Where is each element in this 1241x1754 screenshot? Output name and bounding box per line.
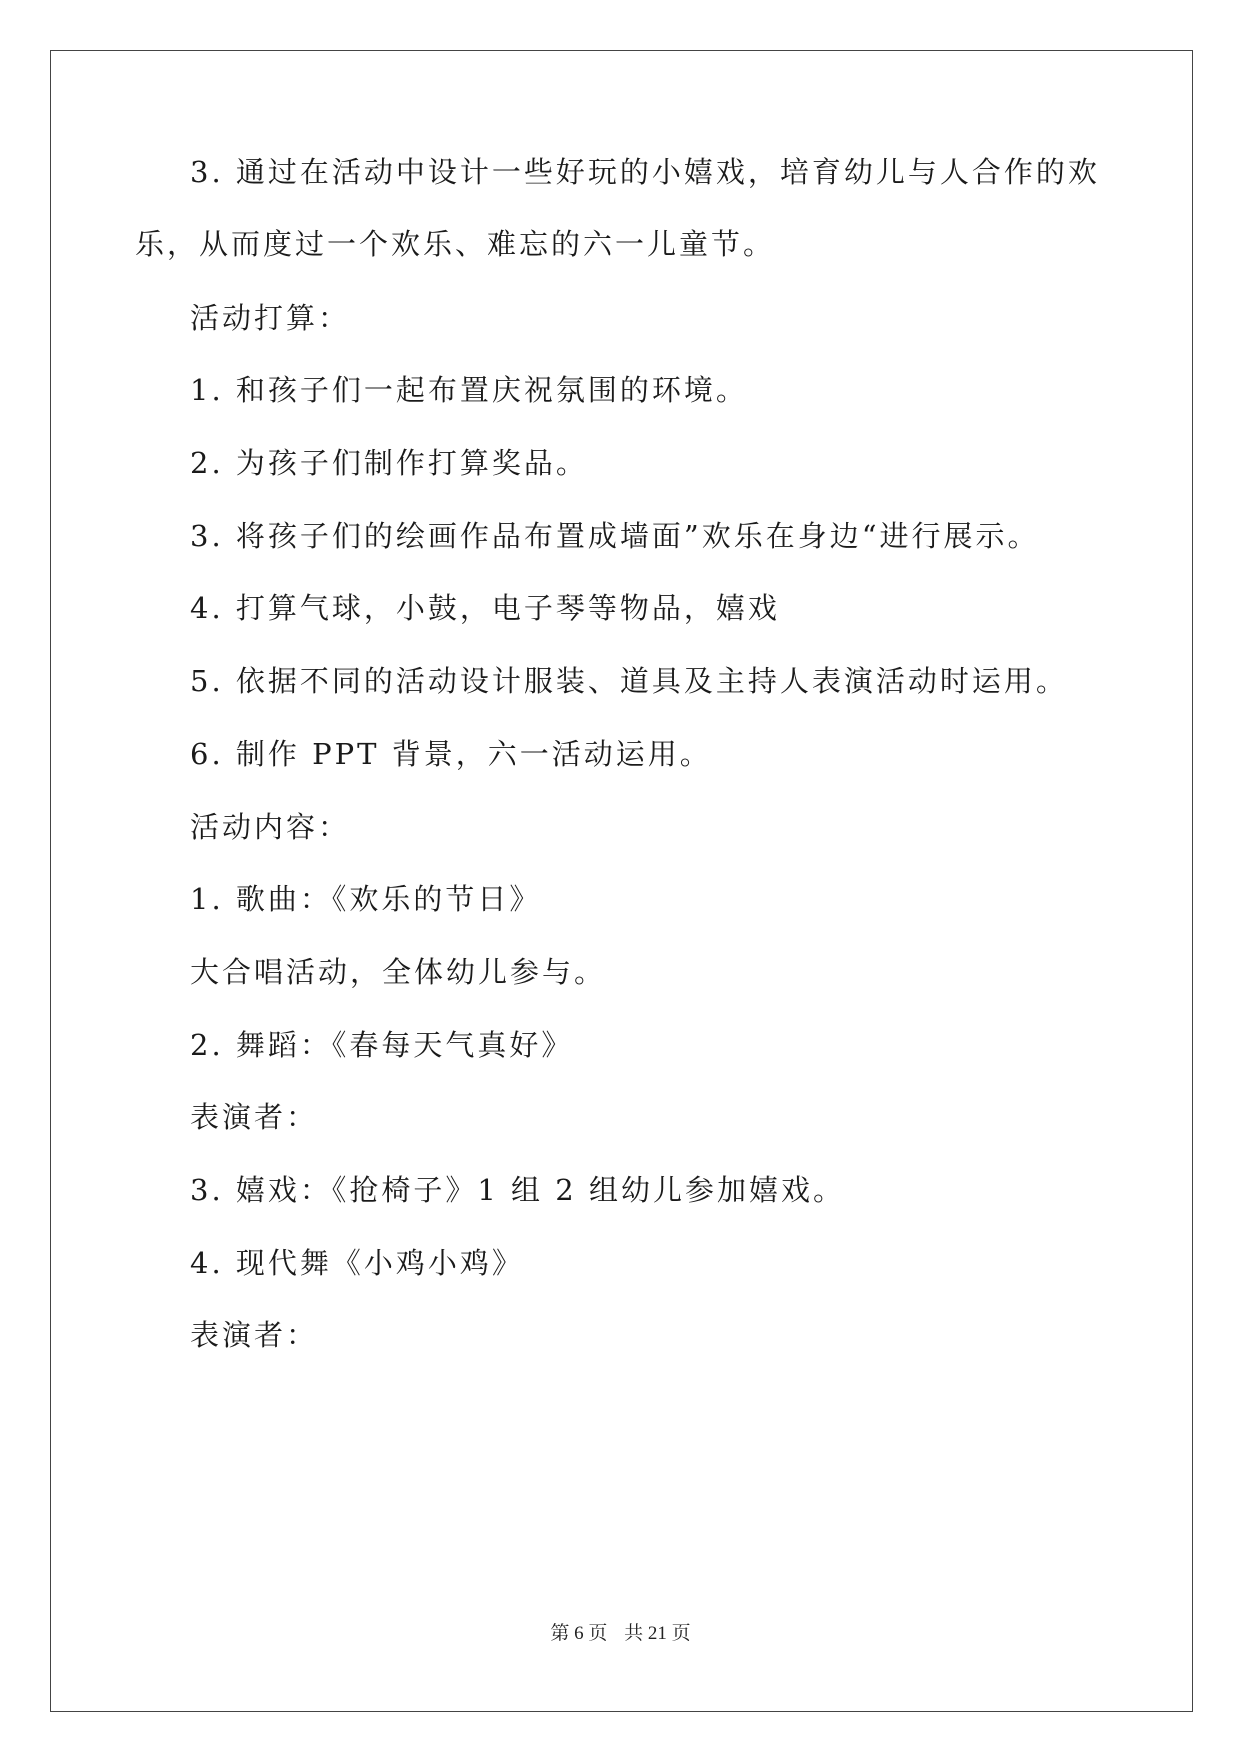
- paragraph-line: 乐，从而度过一个欢乐、难忘的六一儿童节。: [135, 227, 776, 261]
- section-heading: 活动打算：: [190, 301, 351, 335]
- list-item: 2. 舞蹈：《春每天气真好》: [190, 1028, 574, 1062]
- list-item: 3. 将孩子们的绘画作品布置成墙面”欢乐在身边“进行展示。: [190, 519, 1040, 553]
- list-item: 1. 歌曲：《欢乐的节日》: [190, 882, 542, 916]
- list-item: 4. 现代舞《小鸡小鸡》: [190, 1246, 524, 1280]
- page-number: 第 6 页: [550, 1623, 608, 1644]
- paragraph-line: 表演者：: [190, 1318, 319, 1352]
- list-item: 1. 和孩子们一起布置庆祝氛围的环境。: [190, 373, 748, 407]
- page-total: 共 21 页: [624, 1623, 691, 1644]
- list-item: 5. 依据不同的活动设计服装、道具及主持人表演活动时运用。: [190, 664, 1068, 698]
- paragraph-line: 大合唱活动，全体幼儿参与。: [190, 955, 607, 989]
- list-item: 3. 嬉戏：《抢椅子》1 组 2 组幼儿参加嬉戏。: [190, 1173, 845, 1207]
- list-item: 6. 制作 PPT 背景，六一活动运用。: [190, 737, 712, 771]
- page-footer: [0, 1618, 1241, 1645]
- section-heading: 活动内容：: [190, 810, 351, 844]
- list-item: 4. 打算气球，小鼓，电子琴等物品，嬉戏: [190, 591, 780, 625]
- paragraph-line: 3. 通过在活动中设计一些好玩的小嬉戏，培育幼儿与人合作的欢: [190, 155, 1100, 189]
- list-item: 2. 为孩子们制作打算奖品。: [190, 446, 588, 480]
- paragraph-line: 表演者：: [190, 1100, 319, 1134]
